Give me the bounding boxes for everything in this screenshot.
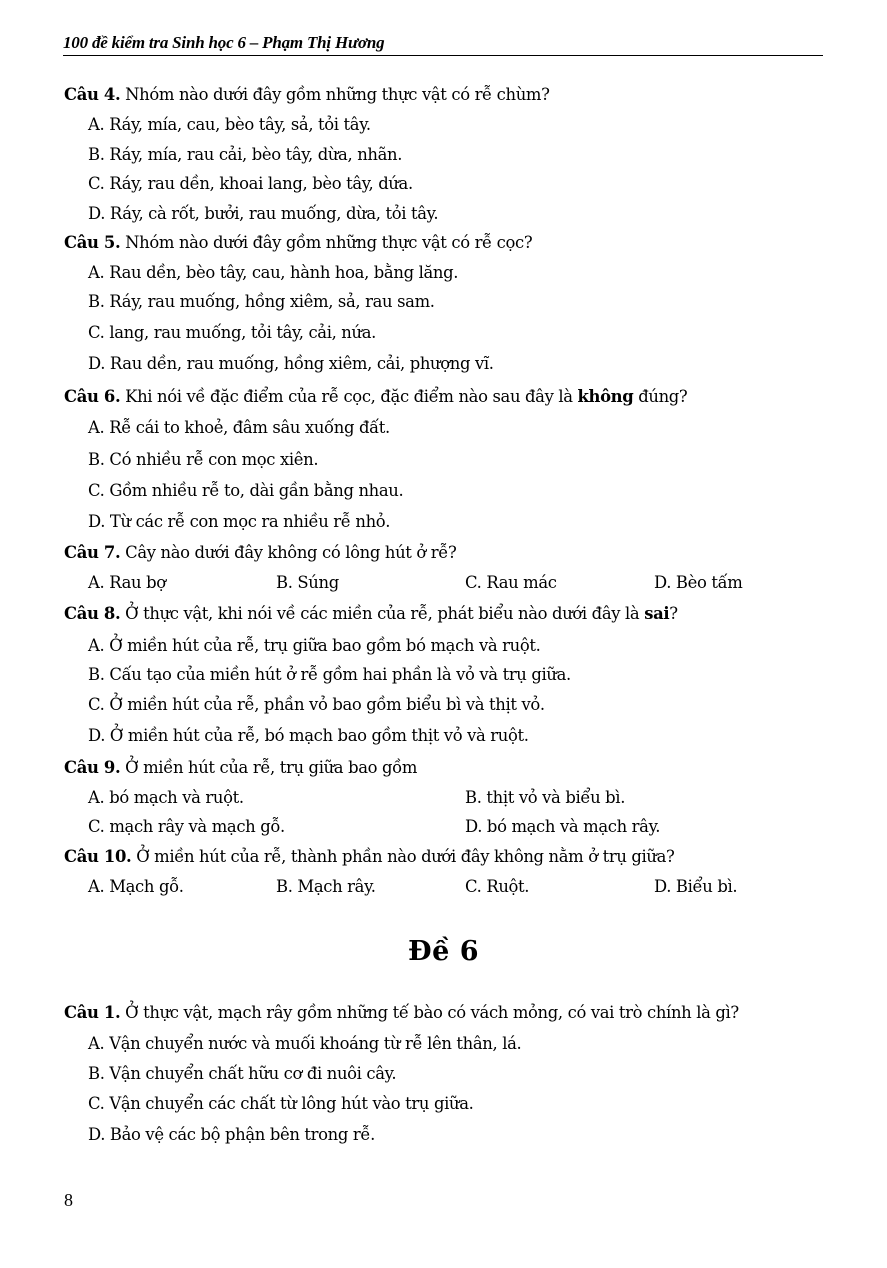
question-label: Câu 9. <box>64 758 121 777</box>
question-text: Ở miền hút của rễ, trụ giữa bao gồm <box>120 758 418 777</box>
question-label: Câu 8. <box>64 604 121 623</box>
option-8a: A. Ở miền hút của rễ, trụ giữa bao gồm bó mạch và ruột. <box>88 636 541 655</box>
option-4d: D. Ráy, cà rốt, bưởi, rau muống, dừa, tỏi tây. <box>88 204 439 223</box>
option-6d: D. Từ các rễ con mọc ra nhiều rễ nhỏ. <box>88 512 391 531</box>
option-10d: D. Biểu bì. <box>654 877 738 896</box>
section-title: Đề 6 <box>408 936 479 967</box>
section-option-1c: C. Vận chuyển các chất từ lông hút vào trụ giữa. <box>88 1094 474 1113</box>
question-9 <box>64 758 417 778</box>
option-10b: B. Mạch rây. <box>276 877 376 896</box>
question-label: Câu 5. <box>64 233 121 252</box>
question-text: Nhóm nào dưới đây gồm những thực vật có rễ cọc? <box>120 233 533 252</box>
option-4b: B. Ráy, mía, rau cải, bèo tây, dừa, nhãn. <box>88 145 403 164</box>
question-5 <box>64 233 532 253</box>
question-text-end: đúng? <box>633 387 688 406</box>
option-5d: D. Rau dền, rau muống, hồng xiêm, cải, phượng vĩ. <box>88 354 494 373</box>
section-option-1a: A. Vận chuyển nước và muối khoáng từ rễ lên thân, lá. <box>88 1034 522 1053</box>
page-number: 8 <box>64 1190 73 1210</box>
option-6a: A. Rễ cái to khoẻ, đâm sâu xuống đất. <box>88 418 390 437</box>
question-text: Cây nào dưới đây không có lông hút ở rễ? <box>120 543 457 562</box>
option-7a: A. Rau bợ <box>88 573 166 592</box>
option-9d: D. bó mạch và mạch rây. <box>465 817 661 836</box>
option-9b: B. thịt vỏ và biểu bì. <box>465 788 626 807</box>
option-7c: C. Rau mác <box>465 573 557 592</box>
question-text: Ở thực vật, khi nói về các miền của rễ, phát biểu nào dưới đây là <box>120 604 645 623</box>
option-6b: B. Có nhiều rễ con mọc xiên. <box>88 450 319 469</box>
question-label: Câu 1. <box>64 1003 121 1022</box>
question-emphasis: sai <box>644 604 670 623</box>
question-emphasis: không <box>577 387 634 406</box>
option-10c: C. Ruột. <box>465 877 530 896</box>
question-label: Câu 6. <box>64 387 121 406</box>
section-question-1 <box>64 1003 739 1023</box>
option-5a: A. Rau dền, bèo tây, cau, hành hoa, bằng lăng. <box>88 263 459 282</box>
question-8 <box>64 604 678 624</box>
option-7b: B. Súng <box>276 573 339 592</box>
question-label: Câu 7. <box>64 543 121 562</box>
option-4c: C. Ráy, rau dền, khoai lang, bèo tây, dứa. <box>88 174 413 193</box>
header-title: 100 đề kiểm tra Sinh học 6 – Phạm Thị Hương <box>63 33 385 52</box>
question-text: Ở miền hút của rễ, thành phần nào dưới đây không nằm ở trụ giữa? <box>131 847 675 866</box>
option-7d: D. Bèo tấm <box>654 573 743 592</box>
option-6c: C. Gồm nhiều rễ to, dài gần bằng nhau. <box>88 481 404 500</box>
option-9c: C. mạch rây và mạch gỗ. <box>88 817 285 836</box>
section-option-1d: D. Bảo vệ các bộ phận bên trong rễ. <box>88 1125 375 1144</box>
question-4 <box>64 85 550 105</box>
option-8b: B. Cấu tạo của miền hút ở rễ gồm hai phần là vỏ và trụ giữa. <box>88 665 571 684</box>
option-4a: A. Ráy, mía, cau, bèo tây, sả, tỏi tây. <box>88 115 371 134</box>
option-8c: C. Ở miền hút của rễ, phần vỏ bao gồm biểu bì và thịt vỏ. <box>88 695 545 714</box>
option-8d: D. Ở miền hút của rễ, bó mạch bao gồm thịt vỏ và ruột. <box>88 726 529 745</box>
question-text: Khi nói về đặc điểm của rễ cọc, đặc điểm nào sau đây là <box>120 387 578 406</box>
option-10a: A. Mạch gỗ. <box>88 877 184 896</box>
option-5c: C. lang, rau muống, tỏi tây, cải, nứa. <box>88 323 377 342</box>
question-label: Câu 4. <box>64 85 121 104</box>
question-6 <box>64 387 687 407</box>
section-option-1b: B. Vận chuyển chất hữu cơ đi nuôi cây. <box>88 1064 397 1083</box>
question-10 <box>64 847 675 867</box>
option-9a: A. bó mạch và ruột. <box>88 788 244 807</box>
question-text: Ở thực vật, mạch rây gồm những tế bào có vách mỏng, có vai trò chính là gì? <box>120 1003 739 1022</box>
question-7 <box>64 543 456 563</box>
running-header <box>63 33 823 56</box>
question-label: Câu 10. <box>64 847 132 866</box>
question-text: Nhóm nào dưới đây gồm những thực vật có rễ chùm? <box>120 85 550 104</box>
option-5b: B. Ráy, rau muống, hồng xiêm, sả, rau sam. <box>88 292 435 311</box>
question-text-end: ? <box>669 604 678 623</box>
